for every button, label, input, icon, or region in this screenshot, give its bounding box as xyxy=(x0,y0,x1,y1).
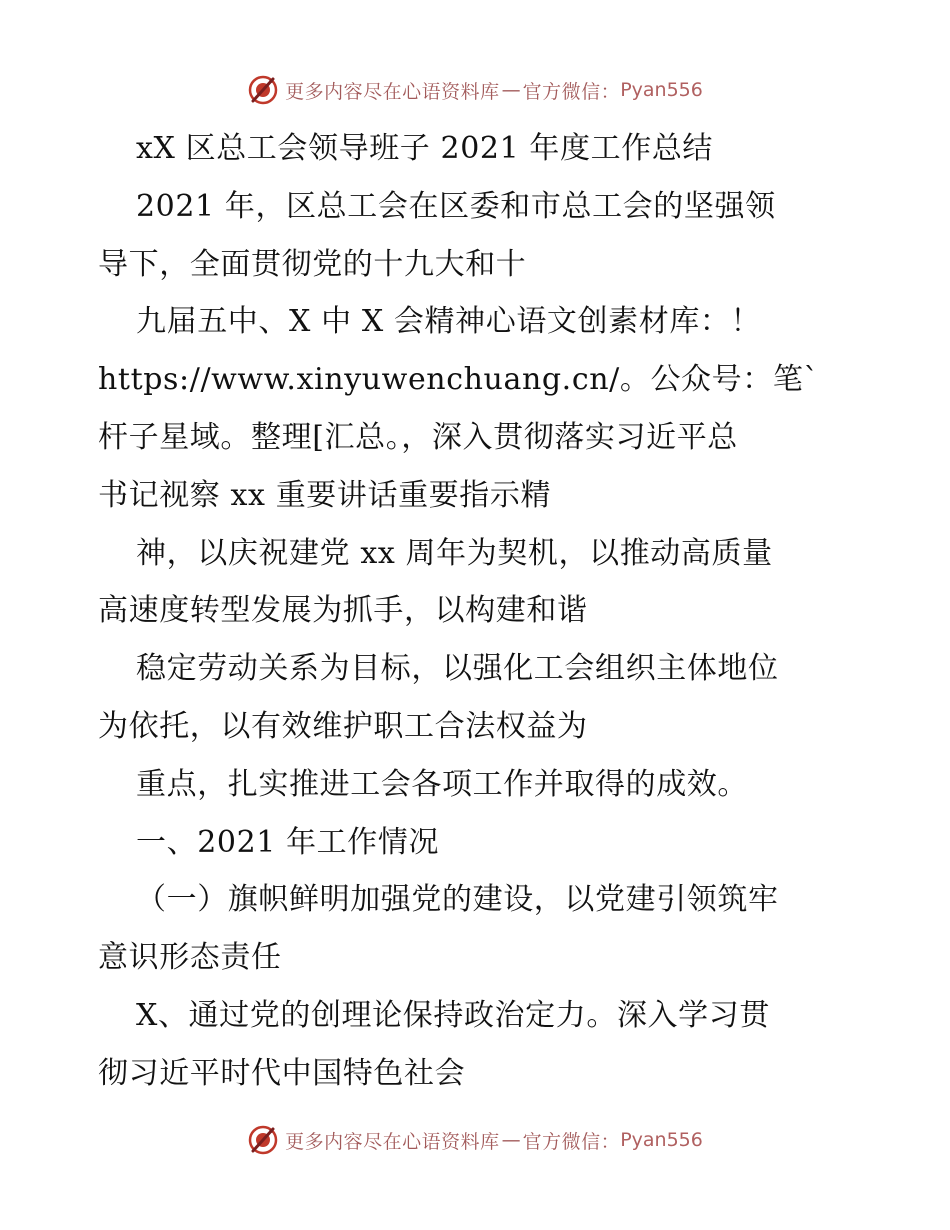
paragraph-line: 神，以庆祝建党 xx 周年为契机，以推动高质量 xyxy=(136,535,773,571)
banner-official-label: 官方微信： xyxy=(522,80,621,103)
subsection-heading: （一）旗帜鲜明加强党的建设，以党建引领筑牢 xyxy=(136,882,779,918)
quill-seal-icon xyxy=(247,1124,279,1156)
banner-official-label: 官方微信： xyxy=(522,1130,621,1153)
paragraph-line: 彻习近平时代中国特色社会 xyxy=(98,1055,466,1091)
banner-text: 更多内容尽在心语资料库 xyxy=(285,80,500,103)
banner-separator: — xyxy=(501,1129,521,1151)
quill-seal-icon xyxy=(247,74,279,106)
paragraph-line: 导下，全面贯彻党的十九大和十 xyxy=(98,246,527,282)
section-heading: 一、2021 年工作情况 xyxy=(136,824,440,860)
document-body xyxy=(98,120,858,1103)
banner-account: Pyan556 xyxy=(620,1129,703,1151)
document-title: xX 区总工会领导班子 2021 年度工作总结 xyxy=(136,131,714,166)
paragraph-line: 杆子星域。整理[汇总。，深入贯彻落实习近平总 xyxy=(98,419,738,455)
paragraph-line: 书记视察 xx 重要讲话重要指示精 xyxy=(98,477,552,513)
banner-text: 更多内容尽在心语资料库 xyxy=(285,1130,500,1153)
banner-separator: — xyxy=(501,79,521,101)
paragraph-line: 为依托，以有效维护职工合法权益为 xyxy=(98,708,588,744)
paragraph-line: 九届五中、X 中 X 会精神心语文创素材库：！ xyxy=(136,304,762,340)
header-banner xyxy=(0,70,950,110)
paragraph-line: 高速度转型发展为抓手，以构建和谐 xyxy=(98,593,588,629)
footer-banner xyxy=(0,1120,950,1160)
paragraph-line: 稳定劳动关系为目标，以强化工会组织主体地位 xyxy=(136,651,779,687)
paragraph-line: 2021 年，区总工会在区委和市总工会的坚强领 xyxy=(136,188,776,224)
paragraph-line: https://www.xinyuwenchuang.cn/。公众号：笔` xyxy=(98,362,820,398)
banner-account: Pyan556 xyxy=(620,79,703,101)
subsection-heading-continued: 意识形态责任 xyxy=(98,940,282,976)
paragraph-line: X、通过党的创理论保持政治定力。深入学习贯 xyxy=(136,997,770,1033)
paragraph-line: 重点，扎实推进工会各项工作并取得的成效。 xyxy=(136,766,748,802)
